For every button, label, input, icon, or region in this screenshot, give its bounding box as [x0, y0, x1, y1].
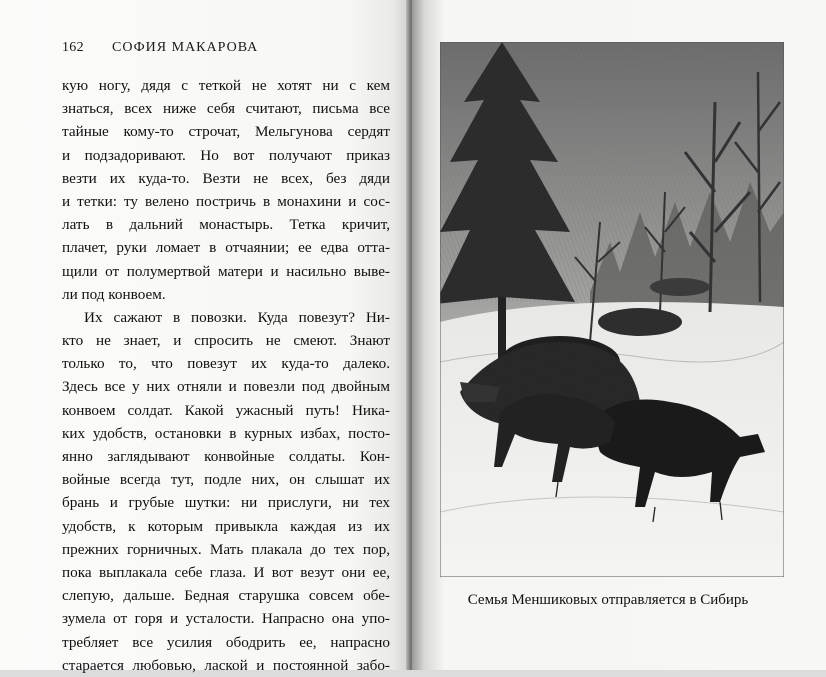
text-line: пока выплакала себе глаза. И вот везут они ее, — [62, 563, 390, 581]
text-line: слепую, дальше. Бедная старушка совсем обе- — [62, 587, 390, 605]
text-line: требляет все усилия ободрить ее, напрасно — [62, 633, 390, 651]
text-line: брань и грубые шутки: ни прислуги, ни тех — [62, 494, 390, 512]
text-line: войные всегда тут, подле них, он слышат их — [62, 471, 390, 489]
text-line: зумела от горя и усталости. Напрасно она упо- — [62, 610, 390, 628]
illustration-caption: Семья Меншиковых отправляется в Сибирь — [467, 592, 749, 608]
text-line: удобств, к которым привыкла каждая из их — [62, 517, 390, 535]
text-line: щили от полумертвой матери и насильно выве- — [62, 262, 390, 280]
text-line: Их сажают в повозки. Куда повезут? Ни- — [84, 308, 390, 326]
text-line: старается любовью, лаской и постоянной забо- — [62, 656, 390, 674]
engraving-illustration — [440, 42, 784, 577]
text-line: лать в дальний монастырь. Тетка кричит, — [62, 216, 390, 234]
text-line: конвоем солдат. Какой ужасный путь! Ника- — [62, 401, 390, 419]
running-head: СОФИЯ МАКАРОВА — [112, 40, 259, 55]
left-page — [0, 0, 410, 674]
text-line: знаться, всех ниже себя считают, письма все — [62, 100, 390, 118]
text-line: везти их куда-то. Везти не всех, без дяди — [62, 169, 390, 187]
text-line: прежних горничных. Мать плакала до тех пор, — [62, 540, 390, 558]
text-line: тайные кому-то строчат, Мельгунова сердят — [62, 123, 390, 141]
body-text — [62, 74, 390, 677]
text-line: и тетки: ту велено постричь в монахини и сос- — [62, 192, 390, 210]
text-line: янно заглядывают конвойные солдаты. Кон- — [62, 448, 390, 465]
text-line: кую ногу, дядя с теткой не хотят ни с кем — [62, 77, 390, 94]
text-line: и подзадоривают. Но вот получают приказ — [62, 146, 390, 164]
text-line: Здесь все у них отняли и повезли под двойным — [62, 378, 390, 396]
text-line: плачет, руки ломает в отчаянии; ее едва отта- — [62, 239, 390, 257]
text-line: ли под конвоем. — [62, 285, 166, 303]
text-line: ких удобств, остановки в курных избах, посто- — [62, 424, 390, 442]
page-number: 162 — [62, 40, 84, 55]
text-line: только то, что повезут их куда-то далеко. — [62, 355, 390, 373]
text-line: кто не знает, и спросить не смеют. Знают — [62, 332, 390, 350]
